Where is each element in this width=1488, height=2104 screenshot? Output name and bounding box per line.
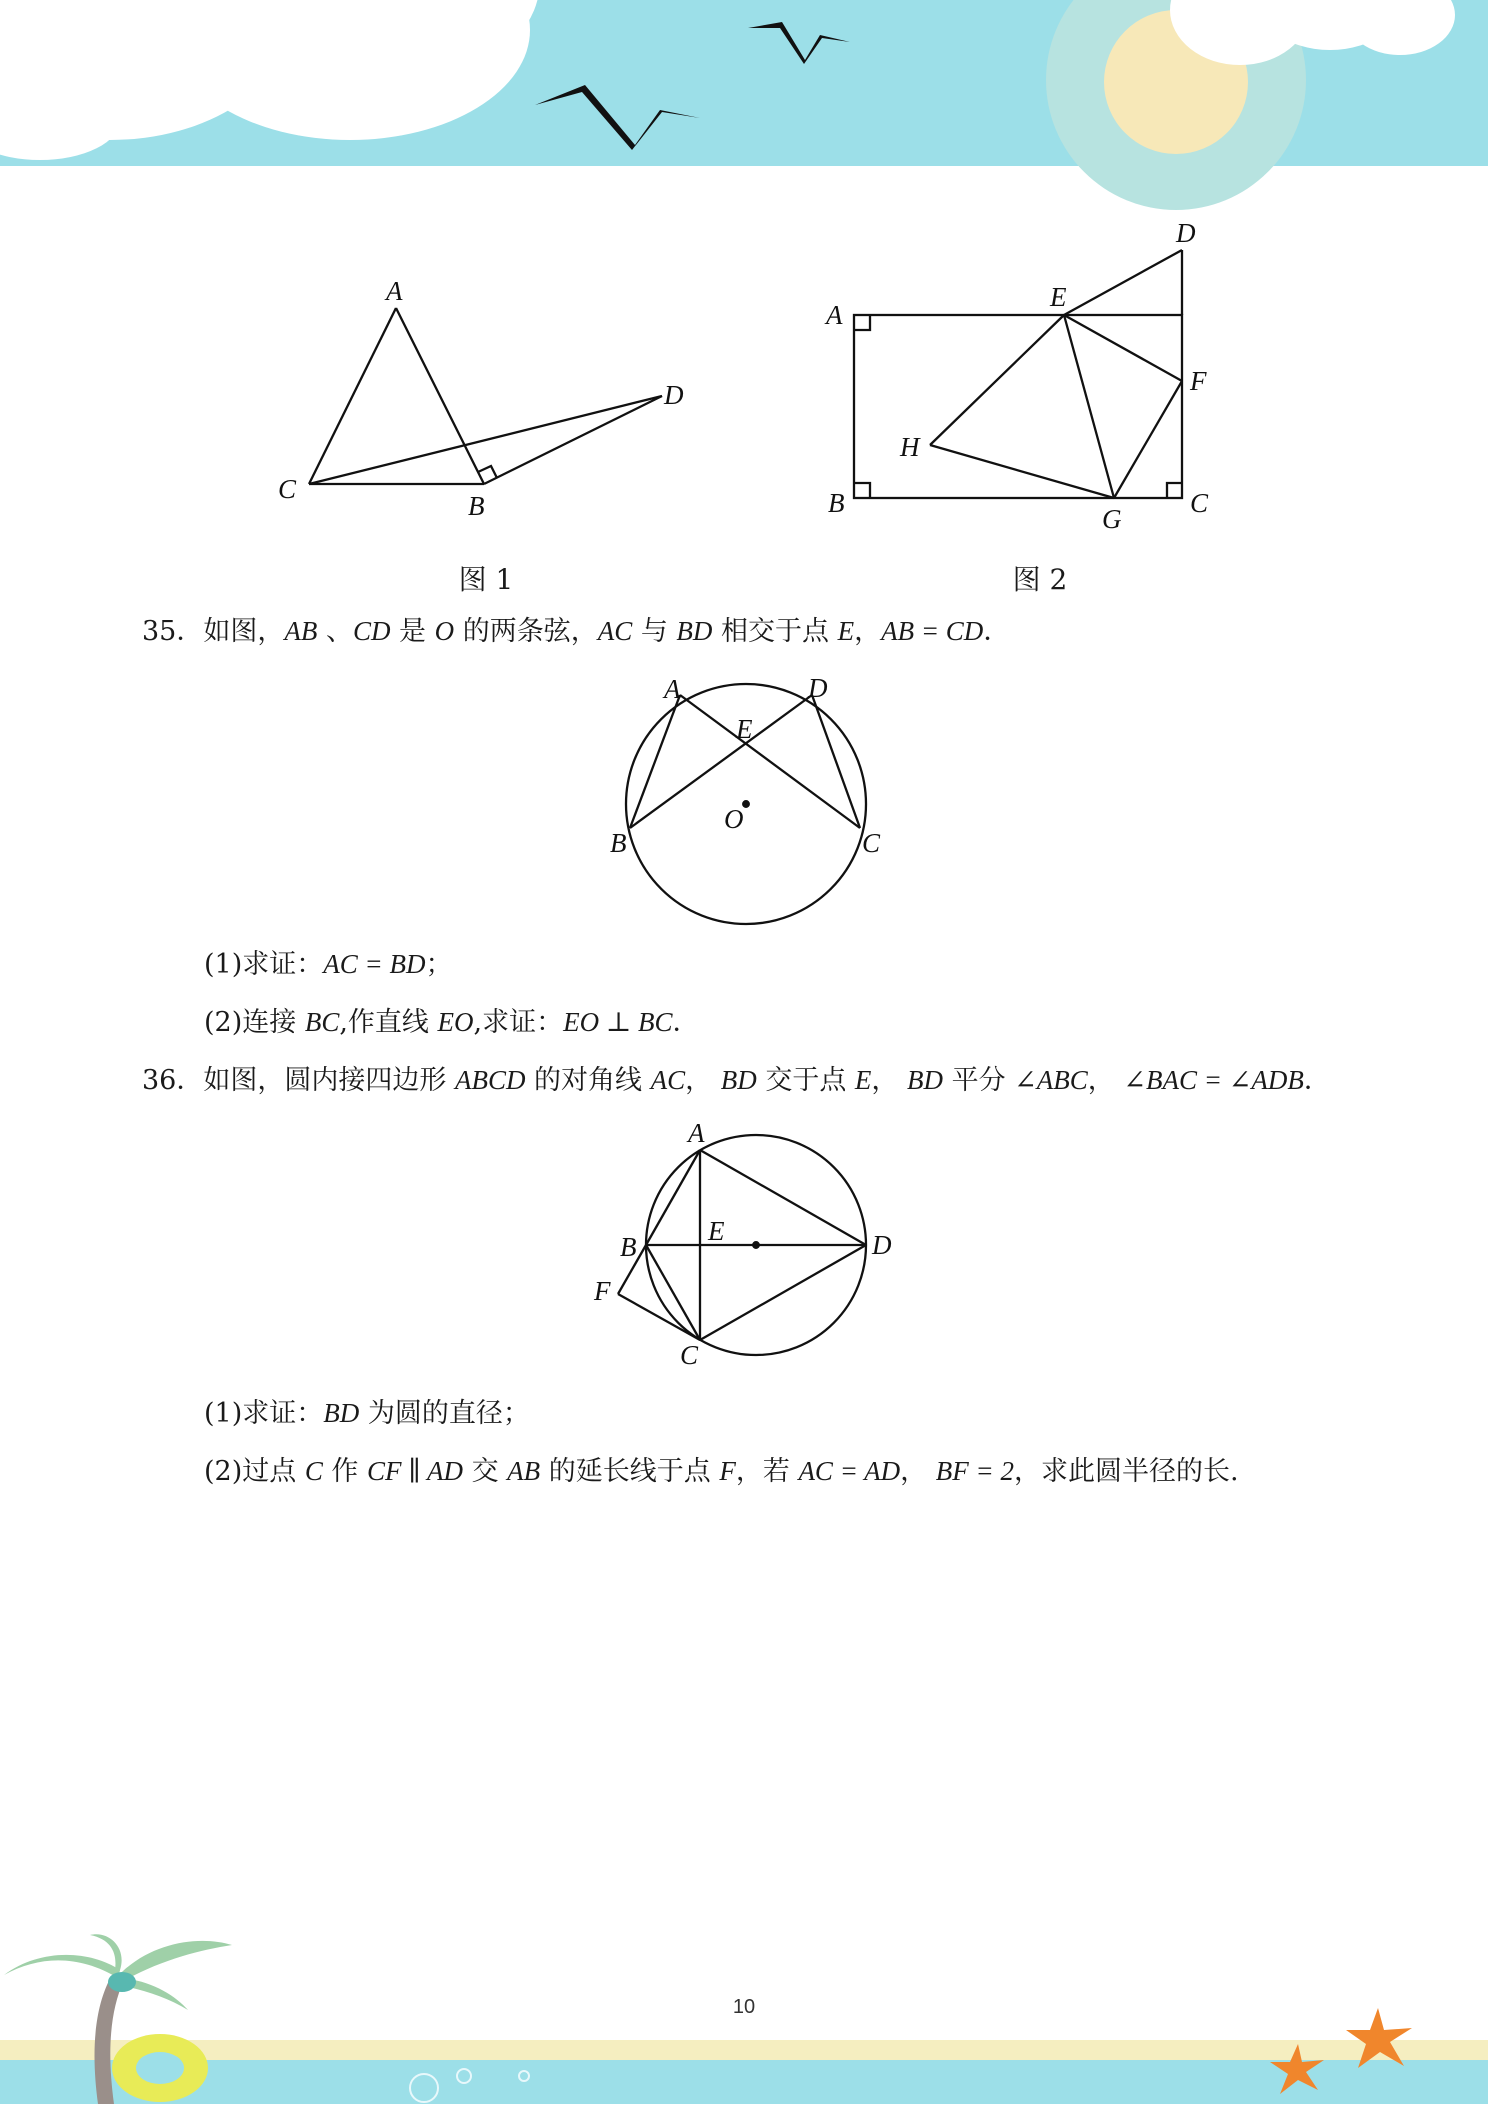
label-b: B <box>828 488 845 518</box>
label-a: A <box>688 1118 705 1148</box>
figure-2-caption: 图 2 <box>1012 563 1068 596</box>
label-c: C <box>278 474 297 504</box>
label-f: F <box>594 1276 611 1306</box>
figure-1-caption: 图 1 <box>458 563 514 596</box>
label-h: H <box>900 432 920 462</box>
label-b: B <box>620 1232 637 1262</box>
label-d: D <box>872 1230 892 1260</box>
label-c: C <box>862 828 881 858</box>
label-g: G <box>1102 504 1122 534</box>
question-35-part-2: (2)连接 BC,作直线 EO,求证：EO ⊥ BC． <box>204 1007 700 1038</box>
question-36-part-1: (1)求证：BD 为圆的直径； <box>204 1398 530 1429</box>
question-35-part-1: (1)求证：AC = BD； <box>204 949 453 980</box>
label-e: E <box>736 714 753 744</box>
question-36-stem: 36．如图，圆内接四边形 ABCD 的对角线 AC， BD 交于点 E， BD 平分 ∠ABC， ∠BAC = ∠ADB． <box>142 1065 1331 1096</box>
label-c: C <box>680 1340 699 1370</box>
label-a: A <box>664 674 681 704</box>
question-36-part-2: (2)过点 C 作 CF ∥ AD 交 AB 的延长线于点 F，若 AC = AD， BF = 2，求此圆半径的长. <box>204 1456 1239 1487</box>
page-number: 10 <box>732 1996 756 2018</box>
label-d: D <box>1176 218 1196 248</box>
label-f: F <box>1190 366 1207 396</box>
label-c: C <box>1190 488 1209 518</box>
label-d: D <box>808 673 828 703</box>
segment-cd <box>700 1245 866 1340</box>
label-b: B <box>468 491 485 521</box>
label-e: E <box>708 1216 725 1246</box>
question-35-stem: 35．如图，AB 、CD 是 O 的两条弦，AC 与 BD 相交于点 E，AB = CD． <box>142 616 1011 647</box>
label-b: B <box>610 828 627 858</box>
label-o: O <box>724 804 744 834</box>
segment-ad <box>700 1150 866 1245</box>
label-d: D <box>664 380 684 410</box>
segment-ab <box>646 1150 700 1245</box>
label-e: E <box>1050 282 1067 312</box>
label-a: A <box>386 276 403 306</box>
center-point <box>753 1242 759 1248</box>
label-a: A <box>826 300 843 330</box>
